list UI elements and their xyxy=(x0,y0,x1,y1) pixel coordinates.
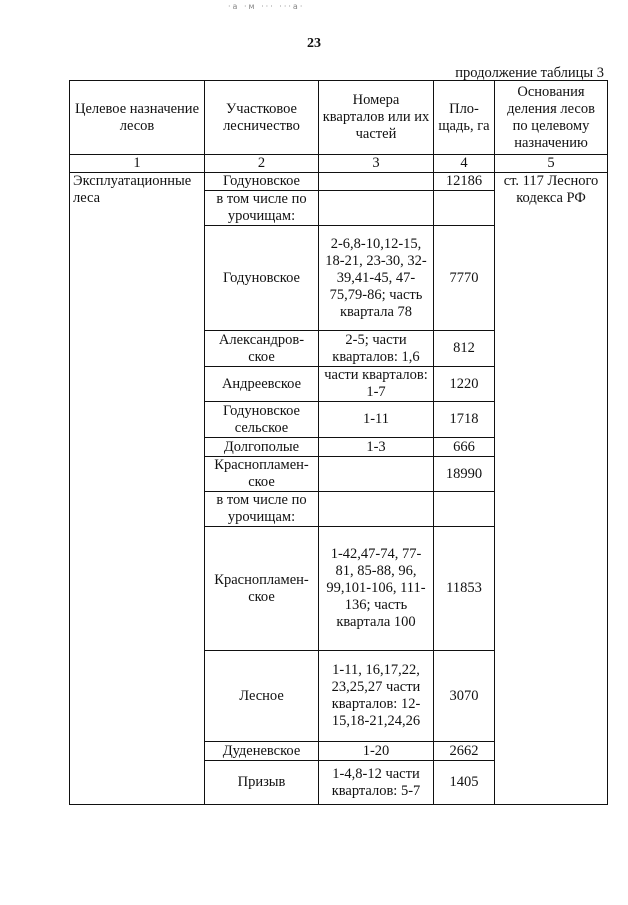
quarters-cell xyxy=(319,191,434,226)
area-cell: 18990 xyxy=(434,457,495,492)
header-row xyxy=(70,81,608,155)
area-cell: 1220 xyxy=(434,367,495,402)
quarters-cell: 1-11, 16,17,22, 23,25,27 части кварталов: 12-15,18-21,24,26 xyxy=(319,651,434,742)
district-cell: Долгополые xyxy=(205,438,319,457)
area-cell: 666 xyxy=(434,438,495,457)
quarters-cell: 1-11 xyxy=(319,402,434,438)
quarters-cell: 1-20 xyxy=(319,742,434,761)
quarters-cell: части кварталов: 1-7 xyxy=(319,367,434,402)
district-cell: Годуновское сельское xyxy=(205,402,319,438)
district-cell: Призыв xyxy=(205,761,319,805)
scan-artifact: ·а ·м ··· ···а· xyxy=(228,2,305,11)
table-continuation-caption: продолжение таблицы 3 xyxy=(455,65,604,81)
header-area: Пло-щадь, га xyxy=(434,81,495,155)
district-cell: Дуденевское xyxy=(205,742,319,761)
col-number: 2 xyxy=(205,155,319,173)
district-cell: в том числе по урочищам: xyxy=(205,191,319,226)
quarters-cell: 2-6,8-10,12-15, 18-21, 23-30, 32-39,41-45, 47-75,79-86; часть квартала 78 xyxy=(319,226,434,331)
area-cell: 2662 xyxy=(434,742,495,761)
area-cell: 3070 xyxy=(434,651,495,742)
header-purpose: Целевое назначение лесов xyxy=(70,81,205,155)
area-cell: 12186 xyxy=(434,173,495,191)
col-number: 4 xyxy=(434,155,495,173)
col-number: 3 xyxy=(319,155,434,173)
header-district: Участковое лесничество xyxy=(205,81,319,155)
column-number-row xyxy=(70,155,608,173)
header-basis: Основания деления лесов по целевому назначению xyxy=(495,81,608,155)
purpose-cell: Эксплуатационные леса xyxy=(70,173,205,805)
quarters-cell: 2-5; части кварталов: 1,6 xyxy=(319,331,434,367)
district-cell: Александров-ское xyxy=(205,331,319,367)
basis-cell: ст. 117 Лесного кодекса РФ xyxy=(495,173,608,805)
district-cell: Краснопламен-ское xyxy=(205,527,319,651)
col-number: 1 xyxy=(70,155,205,173)
quarters-cell: 1-4,8-12 части кварталов: 5-7 xyxy=(319,761,434,805)
quarters-cell xyxy=(319,457,434,492)
quarters-cell xyxy=(319,492,434,527)
area-cell xyxy=(434,492,495,527)
district-cell: Годуновское xyxy=(205,226,319,331)
district-cell: Годуновское xyxy=(205,173,319,191)
header-quarters: Номера кварталов или их частей xyxy=(319,81,434,155)
forest-purpose-table xyxy=(69,80,608,805)
area-cell: 812 xyxy=(434,331,495,367)
page-number: 23 xyxy=(307,36,321,51)
table-row xyxy=(70,173,608,191)
area-cell: 1718 xyxy=(434,402,495,438)
area-cell: 1405 xyxy=(434,761,495,805)
district-cell: Андреевское xyxy=(205,367,319,402)
district-cell: Лесное xyxy=(205,651,319,742)
col-number: 5 xyxy=(495,155,608,173)
area-cell: 11853 xyxy=(434,527,495,651)
quarters-cell xyxy=(319,173,434,191)
district-cell: Краснопламен-ское xyxy=(205,457,319,492)
quarters-cell: 1-42,47-74, 77-81, 85-88, 96, 99,101-106, 111-136; часть квартала 100 xyxy=(319,527,434,651)
area-cell: 7770 xyxy=(434,226,495,331)
quarters-cell: 1-3 xyxy=(319,438,434,457)
district-cell: в том числе по урочищам: xyxy=(205,492,319,527)
area-cell xyxy=(434,191,495,226)
